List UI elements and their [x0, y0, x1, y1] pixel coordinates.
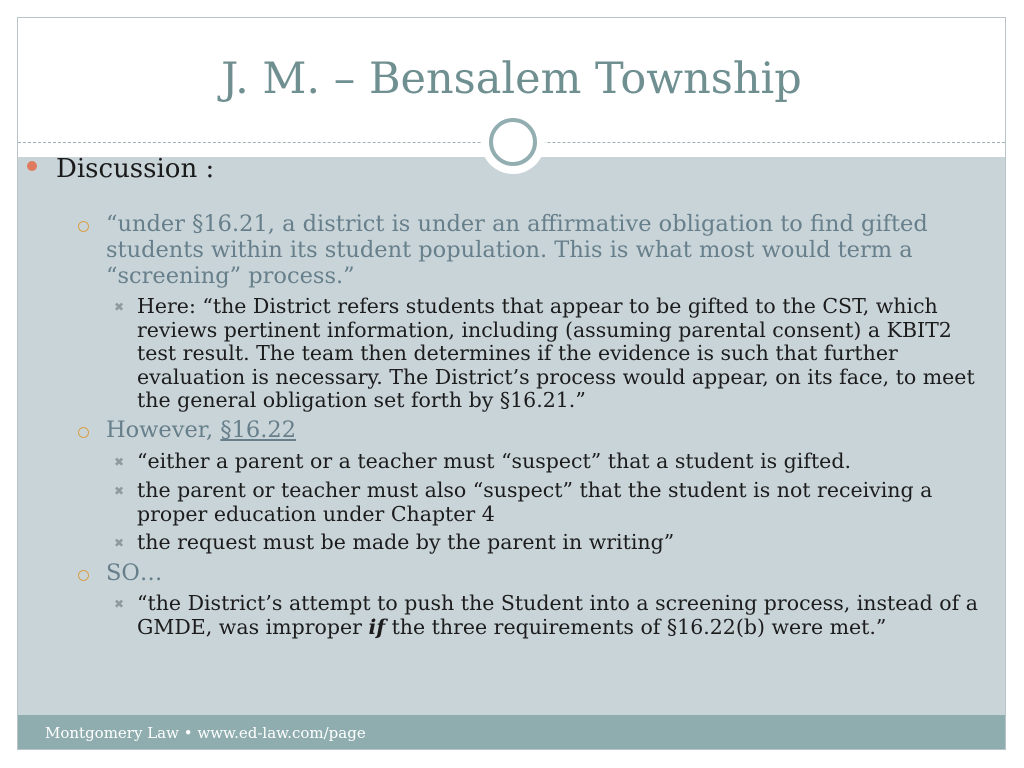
circle-bullet-icon — [78, 427, 89, 438]
point-2-sub-1: “either a parent or a teacher must “suspect” that a student is gifted. — [137, 449, 851, 473]
footer-text: Montgomery Law • www.ed-law.com/page — [45, 724, 366, 742]
point-2-sub-2: the parent or teacher must also “suspect” that the student is not receiving a proper education under Chapter 4 — [137, 478, 933, 526]
slide-title: J. M. – Bensalem Township — [221, 54, 802, 104]
point-3-sub — [137, 592, 983, 639]
circle-bullet-icon — [78, 221, 89, 232]
x-bullet-icon: ✖ — [114, 484, 125, 498]
circle-ornament-icon — [481, 110, 545, 174]
x-bullet-icon: ✖ — [114, 300, 125, 314]
point-1-text: “under §16.21, a district is under an affirmative obligation to find gifted students within its student population. This is what most would term a “screening” process.” — [106, 211, 928, 289]
circle-bullet-icon — [78, 570, 89, 581]
footer — [18, 715, 1005, 750]
x-bullet-icon: ✖ — [114, 455, 125, 469]
section-16-22-link[interactable]: §16.22 — [220, 417, 297, 443]
x-bullet-icon: ✖ — [114, 536, 125, 550]
point-2-sub-3: the request must be made by the parent in writing” — [137, 530, 675, 554]
point-2-prefix: However, — [106, 417, 221, 443]
circle-ring — [489, 118, 537, 166]
point-3-sub-after: the three requirements of §16.22(b) were met.” — [385, 614, 887, 639]
point-3-sub-before: “the District’s attempt to push the Student into a screening process, instead of a GMDE, was improper — [137, 591, 978, 639]
point-3-sub-emph: if — [368, 614, 386, 639]
point-3-text: SO… — [106, 560, 163, 586]
x-bullet-icon: ✖ — [114, 597, 125, 611]
discussion-heading: Discussion : — [56, 154, 215, 184]
point-2-text — [106, 417, 966, 443]
point-1-sub: Here: “the District refers students that appear to be gifted to the CST, which reviews pertinent information, including (assuming parental consent) a KBIT2 test result. The team then determines if the evidence is such that further evaluation is necessary. The District’s process would appear, on its face, to meet the general obligation set forth by §16.21.” — [137, 294, 975, 412]
bullet-dot-icon — [27, 161, 37, 171]
